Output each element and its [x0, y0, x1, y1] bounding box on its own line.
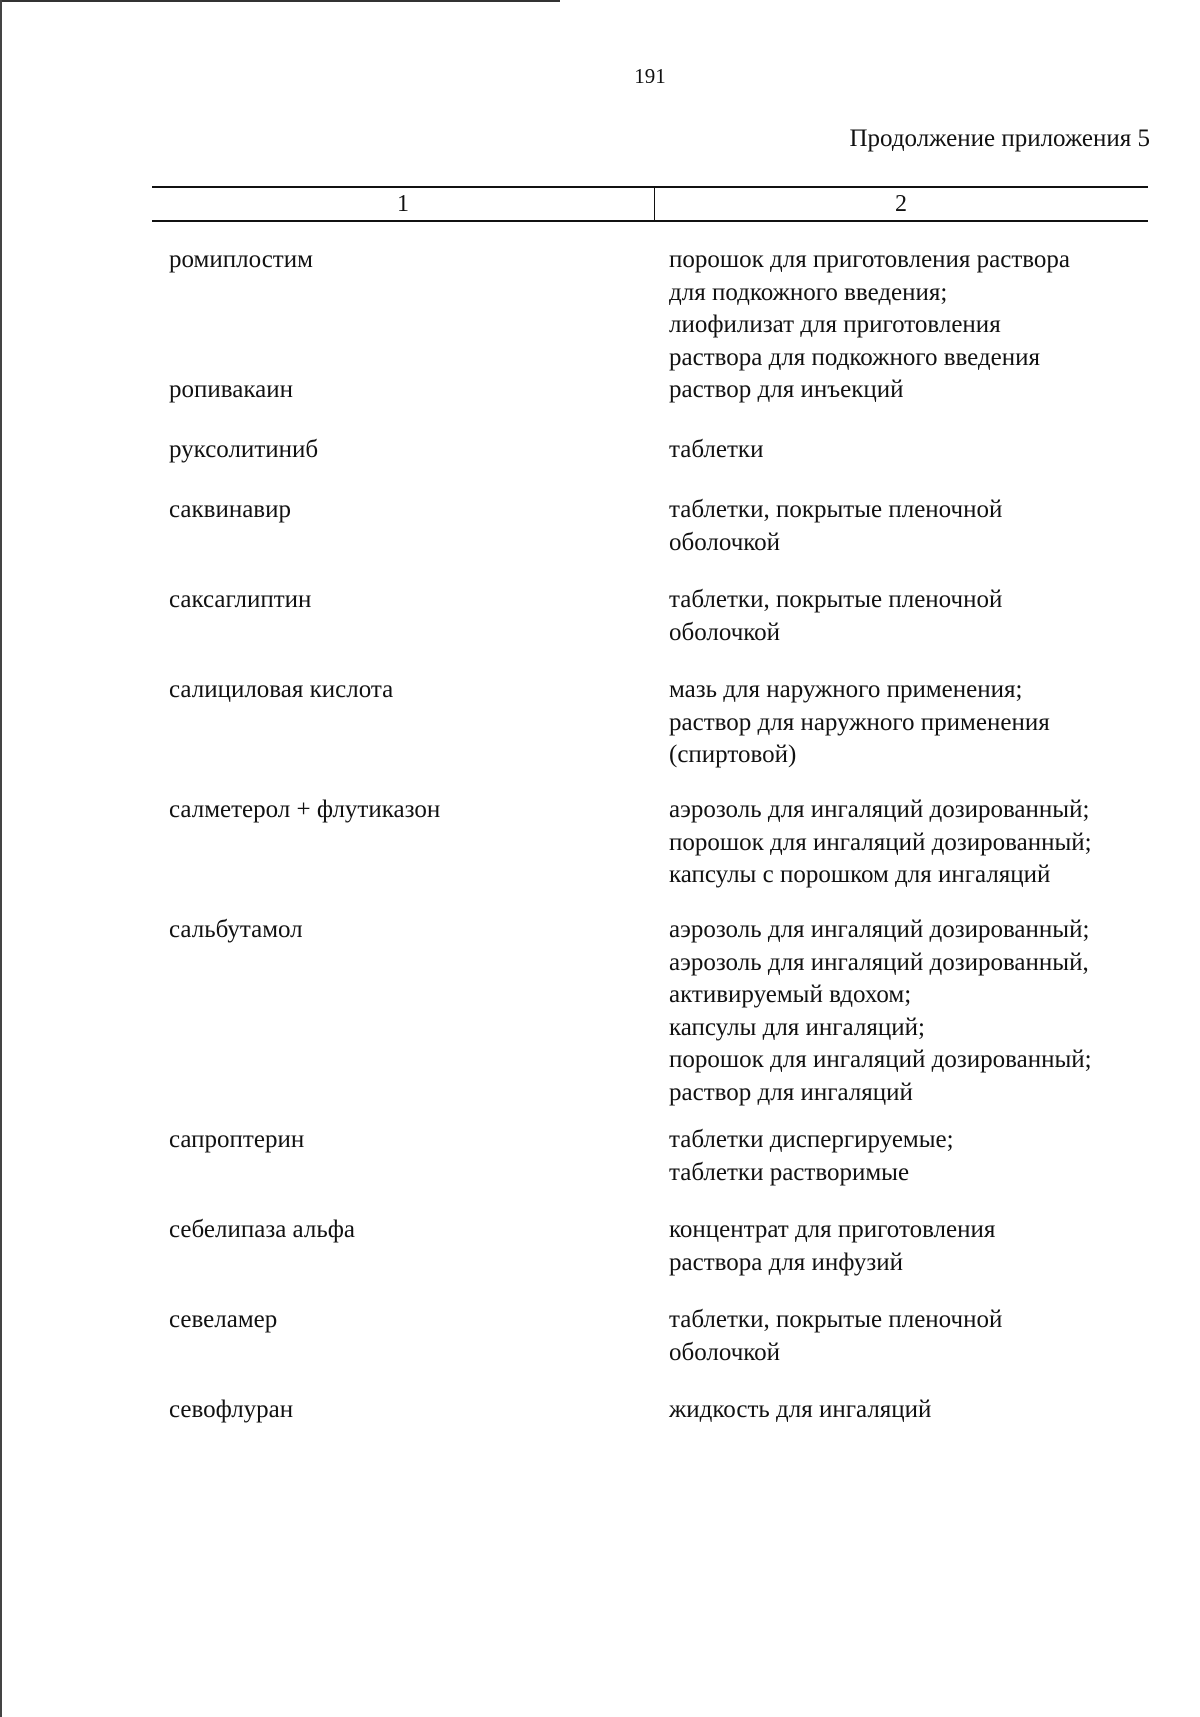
dosage-forms [669, 494, 1002, 559]
dosage-form-line: раствор для наружного применения [669, 708, 1050, 736]
dosage-form-line: аэрозоль для ингаляций дозированный; [669, 796, 1090, 823]
drug-name: саквинавир [169, 496, 291, 523]
dosage-form-line: порошок для ингаляций дозированный; [669, 1046, 1092, 1073]
dosage-forms [669, 914, 1092, 1109]
drug-name: себелипаза альфа [169, 1216, 356, 1243]
dosage-form-line: раствора для инфузий [669, 1248, 904, 1276]
dosage-form-line: таблетки [669, 436, 764, 463]
drug-name: сапроптерин [169, 1126, 305, 1153]
drug-name: саксаглиптин [169, 586, 312, 613]
dosage-forms [669, 434, 763, 467]
dosage-form-line: таблетки, покрытые пленочной [669, 496, 1003, 523]
dosage-form-line: жидкость для ингаляций [669, 1396, 932, 1423]
page-number: 191 [634, 64, 666, 88]
dosage-forms [669, 1124, 954, 1189]
table-header [152, 186, 1148, 222]
dosage-forms [669, 244, 1070, 374]
dosage-form-line: раствор для инъекций [669, 376, 904, 403]
dosage-form-line: аэрозоль для ингаляций дозированный, [669, 948, 1089, 976]
dosage-form-line: концентрат для приготовления [669, 1216, 996, 1243]
column-header-2: 2 [895, 191, 907, 217]
dosage-form-line: активируемый вдохом; [669, 981, 912, 1008]
dosage-forms [669, 794, 1092, 892]
dosage-form-line: таблетки диспергируемые; [669, 1126, 954, 1153]
dosage-form-line: раствора для подкожного введения [669, 343, 1041, 371]
dosage-form-line: оболочкой [669, 528, 781, 556]
dosage-forms [669, 1214, 995, 1279]
drug-name: ропивакаин [169, 376, 293, 403]
dosage-form-line: оболочкой [669, 618, 781, 646]
drug-name: руксолитиниб [169, 436, 319, 463]
dosage-form-line: оболочкой [669, 1338, 781, 1366]
drug-name: салициловая кислота [169, 676, 394, 703]
scan-edge-left [0, 0, 2, 1717]
drug-name: ромиплостим [169, 246, 313, 273]
dosage-form-line: раствор для ингаляций [669, 1078, 913, 1106]
dosage-form-line: таблетки растворимые [669, 1158, 910, 1186]
drug-name: сальбутамол [169, 916, 303, 943]
dosage-form-line: таблетки, покрытые пленочной [669, 1306, 1003, 1333]
dosage-forms [669, 374, 904, 407]
drug-name: севеламер [169, 1306, 278, 1333]
dosage-form-line: капсулы с порошком для ингаляций [669, 861, 1051, 888]
dosage-form-line: порошок для ингаляций дозированный; [669, 828, 1092, 856]
column-header-1: 1 [397, 191, 409, 217]
dosage-forms [669, 1304, 1002, 1369]
scan-edge-top [0, 0, 560, 2]
dosage-form-line: аэрозоль для ингаляций дозированный; [669, 916, 1090, 943]
dosage-form-line: лиофилизат для приготовления [669, 311, 1001, 338]
dosage-forms [669, 584, 1002, 649]
dosage-form-line: капсулы для ингаляций; [669, 1013, 925, 1041]
dosage-forms [669, 674, 1050, 772]
dosage-form-line: для подкожного введения; [669, 278, 948, 306]
dosage-forms [669, 1394, 931, 1427]
dosage-form-line: порошок для приготовления раствора [669, 246, 1071, 273]
dosage-form-line: таблетки, покрытые пленочной [669, 586, 1003, 613]
drug-name: салметерол + флутиказон [169, 796, 441, 823]
dosage-form-line: (спиртовой) [669, 741, 797, 768]
appendix-continuation-label: Продолжение приложения 5 [849, 125, 1150, 152]
drug-name: севофлуран [169, 1396, 294, 1423]
dosage-form-line: мазь для наружного применения; [669, 676, 1023, 703]
